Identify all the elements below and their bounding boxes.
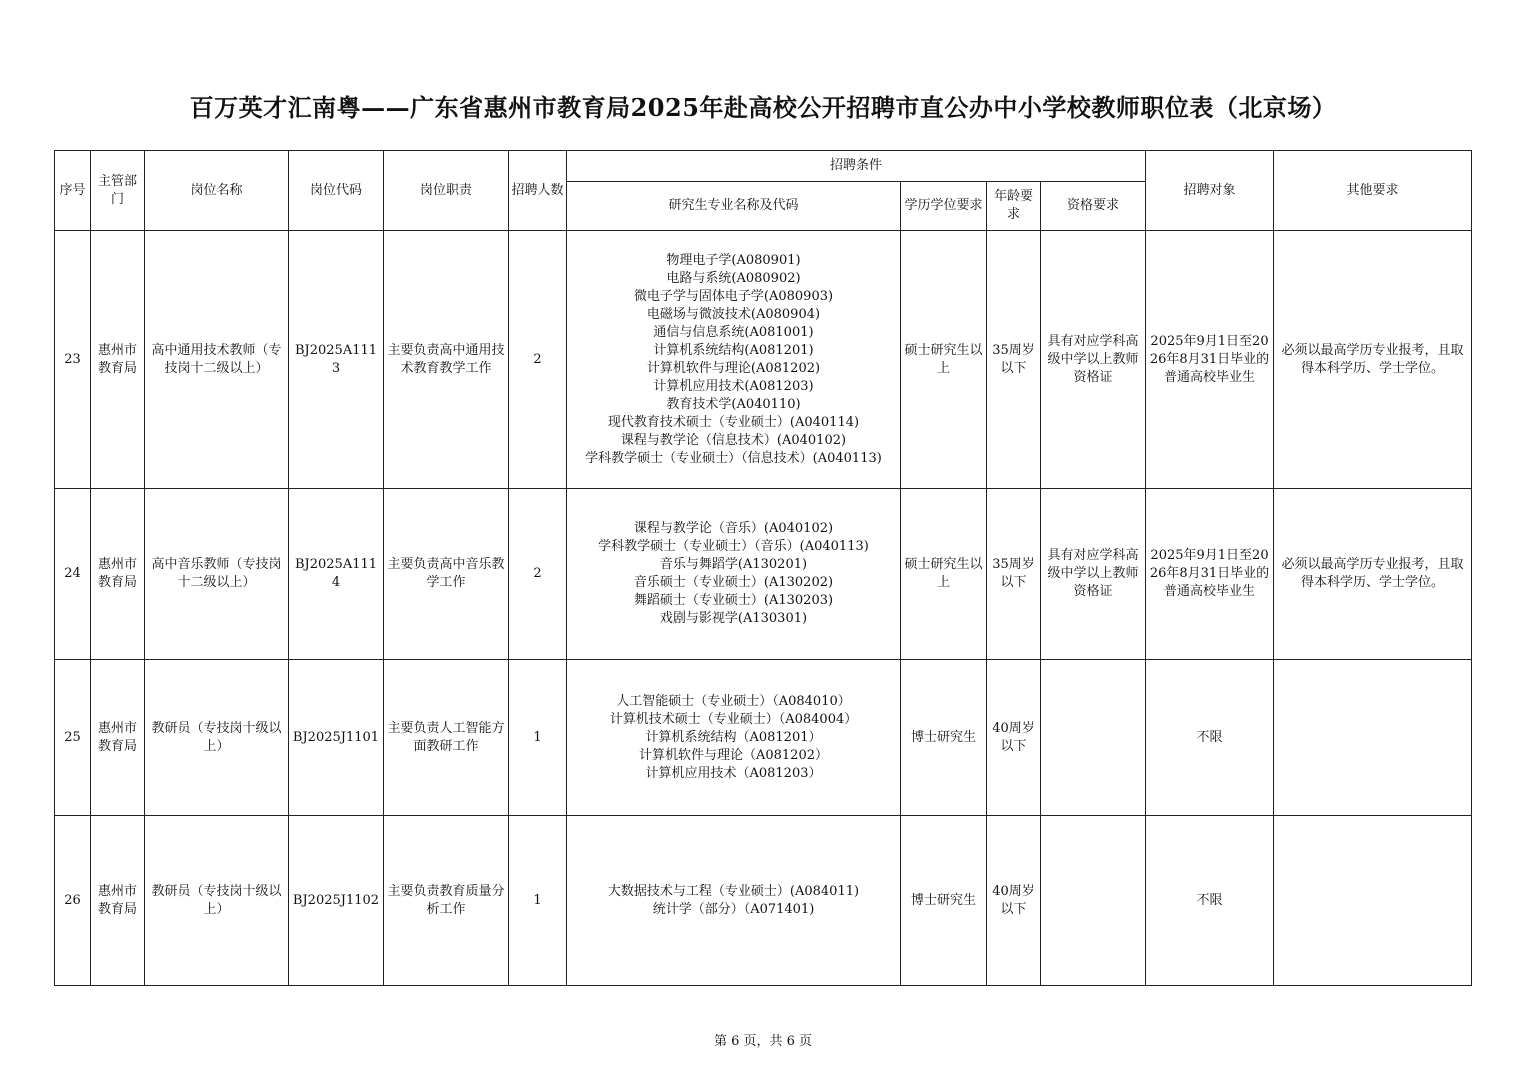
header-duty: 岗位职责 — [384, 151, 509, 231]
cell-duty: 主要负责高中音乐教学工作 — [384, 489, 509, 660]
major-item: 人工智能硕士（专业硕士）（A084010） — [616, 693, 851, 709]
cell-post-code: BJ2025A1113 — [289, 231, 384, 489]
cell-count: 1 — [509, 816, 567, 986]
header-dept: 主管部门 — [91, 151, 145, 231]
header-qualification: 资格要求 — [1041, 182, 1146, 231]
cell-post-code: BJ2025J1102 — [289, 816, 384, 986]
cell-duty: 主要负责教育质量分析工作 — [384, 816, 509, 986]
cell-duty: 主要负责高中通用技术教育教学工作 — [384, 231, 509, 489]
major-item: 计算机系统结构(A081201) — [653, 342, 814, 358]
cell-majors — [567, 489, 901, 660]
cell-post-name: 教研员（专技岗十级以上） — [145, 660, 289, 816]
major-item: 现代教育技术硕士（专业硕士）(A040114) — [607, 414, 860, 430]
header-age: 年龄要求 — [987, 182, 1041, 231]
cell-post-name: 教研员（专技岗十级以上） — [145, 816, 289, 986]
header-other: 其他要求 — [1274, 151, 1472, 231]
cell-other: 必须以最高学历专业报考，且取得本科学历、学士学位。 — [1274, 231, 1472, 489]
header-majors: 研究生专业名称及代码 — [567, 182, 901, 231]
cell-dept: 惠州市教育局 — [91, 489, 145, 660]
cell-age: 35周岁以下 — [987, 231, 1041, 489]
header-degree: 学历学位要求 — [901, 182, 987, 231]
major-item: 舞蹈硕士（专业硕士）(A130203) — [633, 593, 834, 608]
cell-seq: 23 — [55, 231, 91, 489]
cell-dept: 惠州市教育局 — [91, 231, 145, 489]
major-item: 音乐硕士（专业硕士）(A130202) — [633, 575, 834, 590]
major-item: 物理电子学(A080901) — [666, 252, 801, 268]
cell-other — [1274, 660, 1472, 816]
cell-degree: 硕士研究生以上 — [901, 231, 987, 489]
header-conditions: 招聘条件 — [567, 151, 1146, 182]
cell-qualification — [1041, 816, 1146, 986]
major-item: 微电子学与固体电子学(A080903) — [633, 288, 834, 304]
major-item: 计算机系统结构（A081201） — [645, 729, 822, 745]
major-item: 电磁场与微波技术(A080904) — [646, 306, 821, 322]
cell-seq: 24 — [55, 489, 91, 660]
cell-qualification: 具有对应学科高级中学以上教师资格证 — [1041, 231, 1146, 489]
major-item: 戏剧与影视学(A130301) — [659, 611, 808, 626]
cell-seq: 25 — [55, 660, 91, 816]
major-item: 学科教学硕士（专业硕士）（音乐）(A040113) — [598, 539, 869, 554]
header-post-code: 岗位代码 — [289, 151, 384, 231]
cell-count: 2 — [509, 231, 567, 489]
cell-duty: 主要负责人工智能方面教研工作 — [384, 660, 509, 816]
job-table — [54, 150, 1472, 986]
cell-other — [1274, 816, 1472, 986]
header-post-name: 岗位名称 — [145, 151, 289, 231]
cell-count: 1 — [509, 660, 567, 816]
major-item: 计算机应用技术（A081203） — [645, 765, 822, 781]
table-row — [55, 660, 1472, 816]
cell-degree: 硕士研究生以上 — [901, 489, 987, 660]
major-item: 学科教学硕士（专业硕士）（信息技术）(A040113) — [585, 450, 882, 466]
major-item: 通信与信息系统(A081001) — [653, 324, 814, 340]
cell-seq: 26 — [55, 816, 91, 986]
cell-post-code: BJ2025A1114 — [289, 489, 384, 660]
table-row — [55, 816, 1472, 986]
major-item: 电路与系统(A080902) — [666, 270, 801, 286]
major-item: 计算机技术硕士（专业硕士）（A084004） — [609, 711, 858, 727]
cell-age: 40周岁以下 — [987, 816, 1041, 986]
cell-post-code: BJ2025J1101 — [289, 660, 384, 816]
cell-post-name: 高中音乐教师（专技岗十二级以上） — [145, 489, 289, 660]
major-item: 计算机软件与理论(A081202) — [646, 360, 821, 376]
major-item: 音乐与舞蹈学(A130201) — [659, 557, 808, 572]
cell-dept: 惠州市教育局 — [91, 816, 145, 986]
header-count: 招聘人数 — [509, 151, 567, 231]
major-item: 大数据技术与工程（专业硕士）(A084011) — [607, 883, 860, 899]
major-item: 计算机软件与理论（A081202） — [638, 747, 828, 763]
cell-target: 不限 — [1146, 816, 1274, 986]
header-seq: 序号 — [55, 151, 91, 231]
table-row — [55, 231, 1472, 489]
cell-age: 40周岁以下 — [987, 660, 1041, 816]
cell-majors — [567, 660, 901, 816]
cell-target: 2025年9月1日至2026年8月31日毕业的普通高校毕业生 — [1146, 489, 1274, 660]
table-row — [55, 489, 1472, 660]
major-item: 教育技术学(A040110) — [666, 396, 801, 412]
cell-degree: 博士研究生 — [901, 660, 987, 816]
cell-qualification: 具有对应学科高级中学以上教师资格证 — [1041, 489, 1146, 660]
cell-majors — [567, 816, 901, 986]
cell-count: 2 — [509, 489, 567, 660]
major-item: 课程与教学论（信息技术）(A040102) — [620, 432, 847, 448]
cell-dept: 惠州市教育局 — [91, 660, 145, 816]
cell-majors — [567, 231, 901, 489]
major-item: 统计学（部分）（A071401) — [652, 901, 815, 917]
cell-post-name: 高中通用技术教师（专技岗十二级以上） — [145, 231, 289, 489]
cell-degree: 博士研究生 — [901, 816, 987, 986]
cell-age: 35周岁以下 — [987, 489, 1041, 660]
page-title: 百万英才汇南粤——广东省惠州市教育局2025年赴高校公开招聘市直公办中小学校教师职位表（北京场） — [189, 93, 1337, 122]
header-target: 招聘对象 — [1146, 151, 1274, 231]
cell-other: 必须以最高学历专业报考，且取得本科学历、学士学位。 — [1274, 489, 1472, 660]
page-footer: 第 6 页，共 6 页 — [713, 1034, 813, 1049]
major-item: 计算机应用技术(A081203) — [653, 378, 814, 394]
cell-target: 2025年9月1日至2026年8月31日毕业的普通高校毕业生 — [1146, 231, 1274, 489]
major-item: 课程与教学论（音乐）(A040102) — [633, 521, 834, 536]
cell-qualification — [1041, 660, 1146, 816]
cell-target: 不限 — [1146, 660, 1274, 816]
